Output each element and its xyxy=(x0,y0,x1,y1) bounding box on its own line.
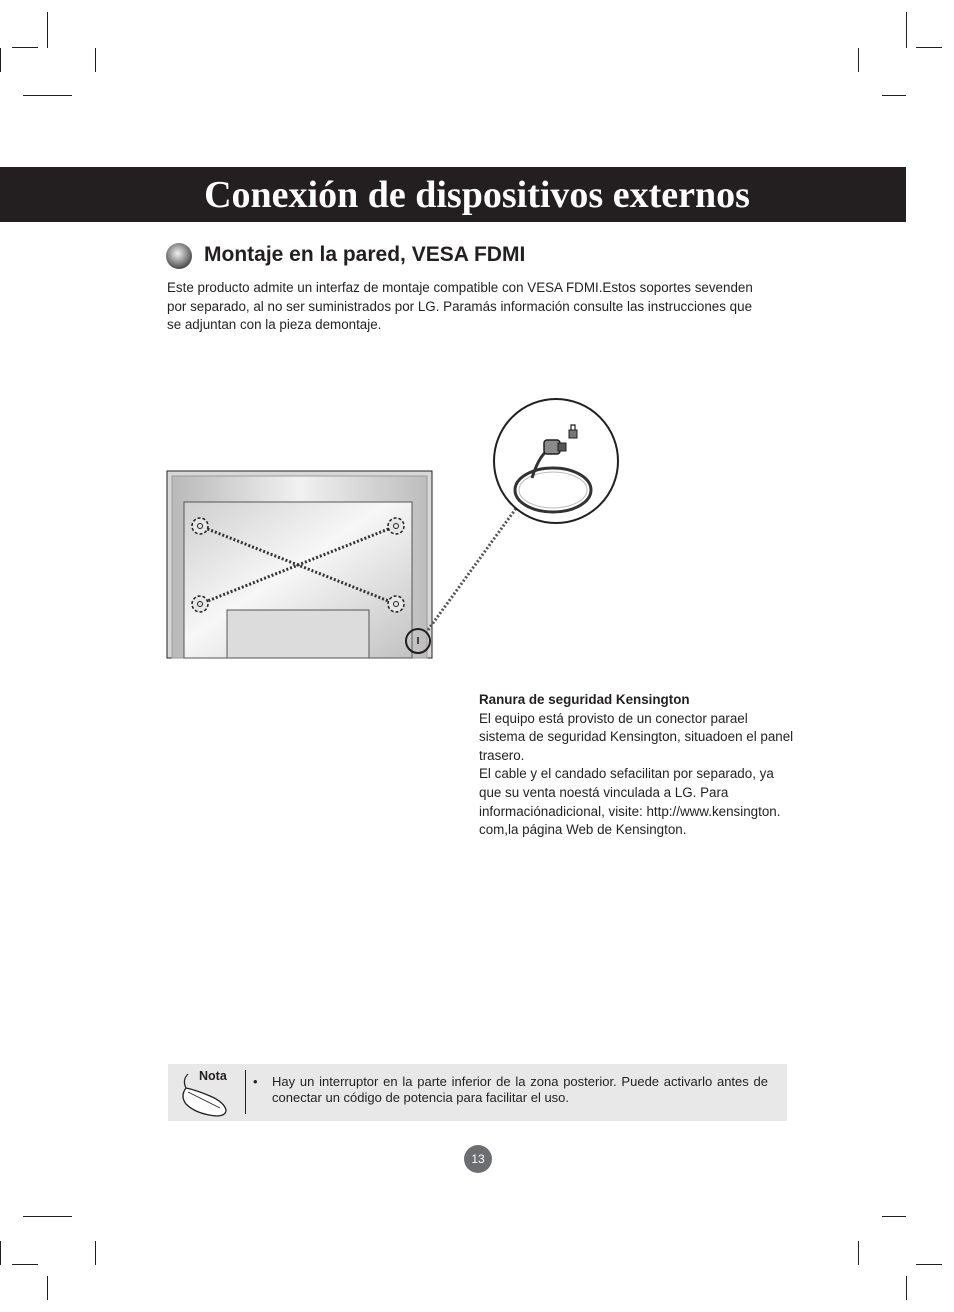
kensington-lock-icon xyxy=(494,399,618,523)
page-number: 13 xyxy=(464,1145,492,1173)
kensington-paragraph-2: El cable y el candado sefacilitan por separado, ya que su venta noestá vinculada a LG. Para informaciónadicional, visite: http://www.kensington. com,la página Web de Kensington. xyxy=(479,766,781,838)
section-title: Montaje en la pared, VESA FDMI xyxy=(204,243,526,266)
note-text: Hay un interruptor en la parte inferior de la zona posterior. Puede activarlo antes de conectar un código de potencia para facilitar el uso. xyxy=(272,1074,768,1105)
note-label: Nota xyxy=(199,1069,227,1083)
sphere-bullet-icon xyxy=(166,243,192,269)
kensington-info xyxy=(479,691,794,840)
note-divider xyxy=(245,1070,246,1114)
kensington-title: Ranura de seguridad Kensington xyxy=(479,692,690,707)
note-box xyxy=(168,1064,787,1121)
monitor-back xyxy=(167,471,432,658)
intro-paragraph: Este producto admite un interfaz de montaje compatible con VESA FDMI.Estos soportes sevenden por separado, al no ser suministrados por LG. Paramás información consulte las instrucciones que se adjuntan con la pieza demontaje. xyxy=(167,280,753,333)
page-title: Conexión de dispositivos externos xyxy=(204,174,750,216)
note-bullet: • xyxy=(253,1074,258,1089)
monitor-back-diagram xyxy=(160,390,630,665)
kensington-paragraph-1: El equipo está provisto de un conector parael sistema de seguridad Kensington, situadoen el panel trasero. xyxy=(479,710,794,763)
